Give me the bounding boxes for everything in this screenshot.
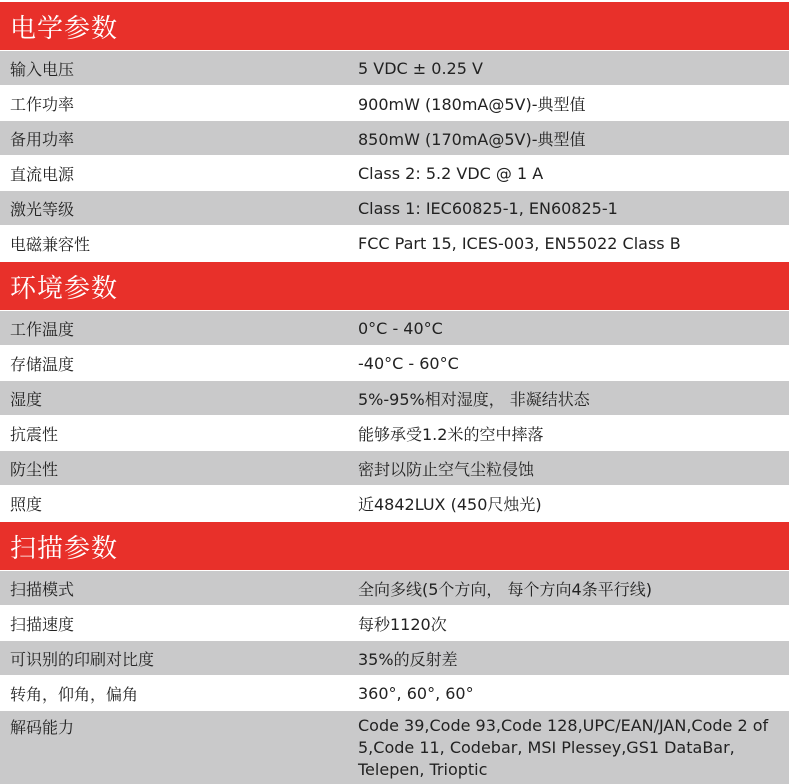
spec-row — [0, 120, 789, 155]
spec-value: 5 VDC ± 0.25 V — [358, 58, 483, 78]
spec-value: 0°C - 40°C — [358, 318, 443, 338]
spec-row — [0, 710, 789, 784]
spec-row — [0, 450, 789, 485]
spec-row — [0, 640, 789, 675]
spec-row — [0, 570, 789, 605]
spec-label: 存储温度 — [10, 354, 75, 374]
spec-row — [0, 605, 789, 640]
spec-label: 工作功率 — [10, 94, 75, 114]
spec-row — [0, 485, 789, 520]
spec-row — [0, 190, 789, 225]
spec-value: 850mW (170mA@5V)-典型值 — [358, 129, 586, 149]
spec-value: 每秒1120次 — [358, 614, 447, 634]
spec-label: 电磁兼容性 — [10, 234, 91, 254]
spec-value: FCC Part 15, ICES-003, EN55022 Class B — [358, 233, 681, 253]
spec-label: 转角，仰角，偏角 — [10, 684, 139, 704]
spec-row — [0, 345, 789, 380]
spec-label: 抗震性 — [10, 424, 59, 444]
spec-label: 可识别的印刷对比度 — [10, 649, 155, 669]
spec-value: Code 39,Code 93,Code 128,UPC/EAN/JAN,Code 2 of 5,Code 11, Codebar, MSI Plessey,GS1 DataBar, Telepen, Trioptic — [358, 716, 769, 779]
spec-row — [0, 675, 789, 710]
spec-value: 35%的反射差 — [358, 649, 458, 669]
spec-label: 防尘性 — [10, 459, 59, 479]
spec-label: 扫描速度 — [10, 614, 75, 634]
spec-value: 全向多线(5个方向， 每个方向4条平行线) — [358, 579, 652, 599]
spec-label: 备用功率 — [10, 129, 75, 149]
spec-row — [0, 50, 789, 85]
spec-label: 激光等级 — [10, 199, 75, 219]
spec-row — [0, 85, 789, 120]
section-header-environment: 环境参数 — [0, 260, 789, 310]
spec-label: 输入电压 — [10, 59, 75, 79]
spec-label: 扫描模式 — [10, 579, 75, 599]
spec-value: Class 1: IEC60825-1, EN60825-1 — [358, 198, 618, 218]
spec-label: 直流电源 — [10, 164, 75, 184]
spec-row — [0, 380, 789, 415]
spec-row — [0, 155, 789, 190]
spec-value: -40°C - 60°C — [358, 353, 459, 373]
spec-row — [0, 310, 789, 345]
spec-row — [0, 225, 789, 260]
section-header-scanning: 扫描参数 — [0, 520, 789, 570]
spec-value: 5%-95%相对湿度， 非凝结状态 — [358, 389, 590, 409]
spec-label: 解码能力 — [10, 718, 75, 737]
spec-label: 湿度 — [10, 389, 43, 409]
spec-value: 360°, 60°, 60° — [358, 683, 474, 703]
spec-row — [0, 415, 789, 450]
spec-value: 能够承受1.2米的空中摔落 — [358, 424, 544, 444]
section-header-electrical: 电学参数 — [0, 0, 789, 50]
spec-value: 密封以防止空气尘粒侵蚀 — [358, 459, 535, 479]
spec-label: 照度 — [10, 494, 43, 514]
spec-label: 工作温度 — [10, 319, 75, 339]
spec-value: 近4842LUX (450尺烛光) — [358, 494, 542, 514]
spec-value: Class 2: 5.2 VDC @ 1 A — [358, 163, 544, 183]
spec-value: 900mW (180mA@5V)-典型值 — [358, 94, 586, 114]
